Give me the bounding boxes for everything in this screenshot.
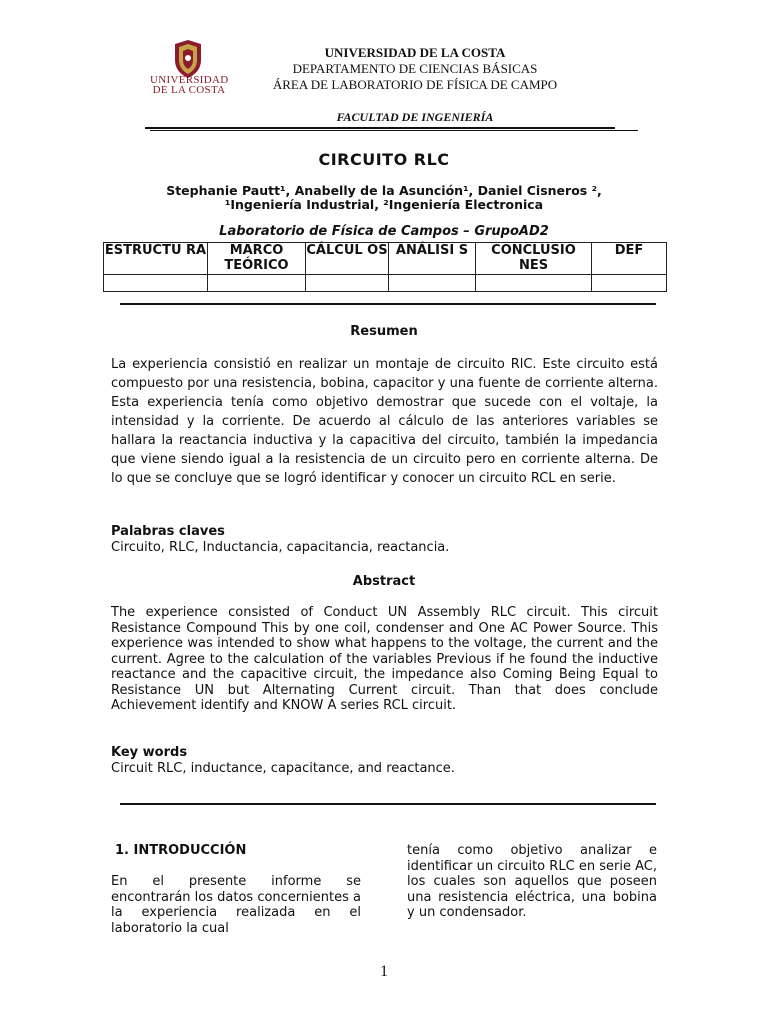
paper-title: CIRCUITO RLC <box>318 150 450 169</box>
section-divider <box>120 803 656 805</box>
university-name: UNIVERSIDAD DE LA COSTA <box>324 45 506 60</box>
header-rule-thin <box>150 130 638 131</box>
grade-cell <box>476 275 592 292</box>
grade-header-calculos: CÁLCUL OS <box>306 243 389 275</box>
abstract-body: The experience consisted of Conduct UN Assembly RLC circuit. This circuit Resistance Compound This by one coil, condenser and One AC Power Source. This experience was intended to show what happens to the voltage, the current and the current. Agree to the calculation of the variables Previous if he found the inductive reactance and the capacitive circuit, the impedance also Coming Being Equal to Resistance UN but Alternating Current circuit. Than that does conclude Achievement identify and KNOW A series RCL circuit. <box>111 605 658 713</box>
key-words-heading: Key words <box>111 745 188 760</box>
resumen-body: La experiencia consistió en realizar un montaje de circuito RlC. Este circuito está compuesto por una resistencia, bobina, capacitor y una fuente de corriente alterna. Esta experiencia tenía como objetivo demostrar que sucede con el voltaje, la intensidad y la corriente. De acuerdo al cálculo de las anteriores variables se hallara la reactancia inductiva y la capacitiva del circuito, también la impedancia que viene siendo igual a la resistencia de un circuito pero en corriente alterna. De lo que se concluye que se logró identificar y conocer un circuito RCL en serie. <box>111 357 658 486</box>
department-name: DEPARTAMENTO DE CIENCIAS BÁSICAS <box>292 61 538 76</box>
grade-header-def: DEF <box>592 243 667 275</box>
grade-cell <box>208 275 306 292</box>
grade-header-estructura: ESTRUCTU RA <box>104 243 208 275</box>
grade-cell <box>389 275 476 292</box>
resumen-heading: Resumen <box>350 324 418 339</box>
key-words-body: Circuit RLC, inductance, capacitance, and reactance. <box>111 761 455 776</box>
grade-cell <box>592 275 667 292</box>
faculty-name: FACULTAD DE INGENIERÍA <box>336 110 494 124</box>
grading-table <box>103 242 667 292</box>
palabras-claves-heading: Palabras claves <box>111 524 225 539</box>
lab-group: Laboratorio de Física de Campos – GrupoAD2 <box>219 224 549 239</box>
grade-cell <box>104 275 208 292</box>
introduccion-left-column: En el presente informe se encontrarán los datos concernientes a la experiencia realizada en el laboratorio la cual <box>111 874 361 936</box>
palabras-claves-body: Circuito, RLC, Inductancia, capacitancia, reactancia. <box>111 540 450 555</box>
introduccion-heading: 1. INTRODUCCIÓN <box>115 843 247 858</box>
introduccion-right-column: tenía como objetivo analizar e identificar un circuito RLC en serie AC, los cuales son aquellos que poseen una resistencia eléctrica, una bobina y un condensador. <box>407 843 657 920</box>
section-divider <box>120 303 656 305</box>
grade-cell <box>306 275 389 292</box>
logo-wordmark: UNIVERSIDAD DE LA COSTA <box>150 74 229 96</box>
header-rule <box>145 127 615 129</box>
abstract-heading: Abstract <box>352 574 416 589</box>
grade-header-conclusiones: CONCLUSIO NES <box>476 243 592 275</box>
authors: Stephanie Pautt¹, Anabelly de la Asunción¹, Daniel Cisneros ², <box>166 183 602 198</box>
grade-header-marco: MARCO TEÓRICO <box>208 243 306 275</box>
page-number: 1 <box>380 963 388 980</box>
affiliations: ¹Ingeniería Industrial, ²Ingeniería Electronica <box>224 197 544 212</box>
grade-header-analisis: ANÁLISI S <box>389 243 476 275</box>
area-name: ÁREA DE LABORATORIO DE FÍSICA DE CAMPO <box>272 77 558 92</box>
